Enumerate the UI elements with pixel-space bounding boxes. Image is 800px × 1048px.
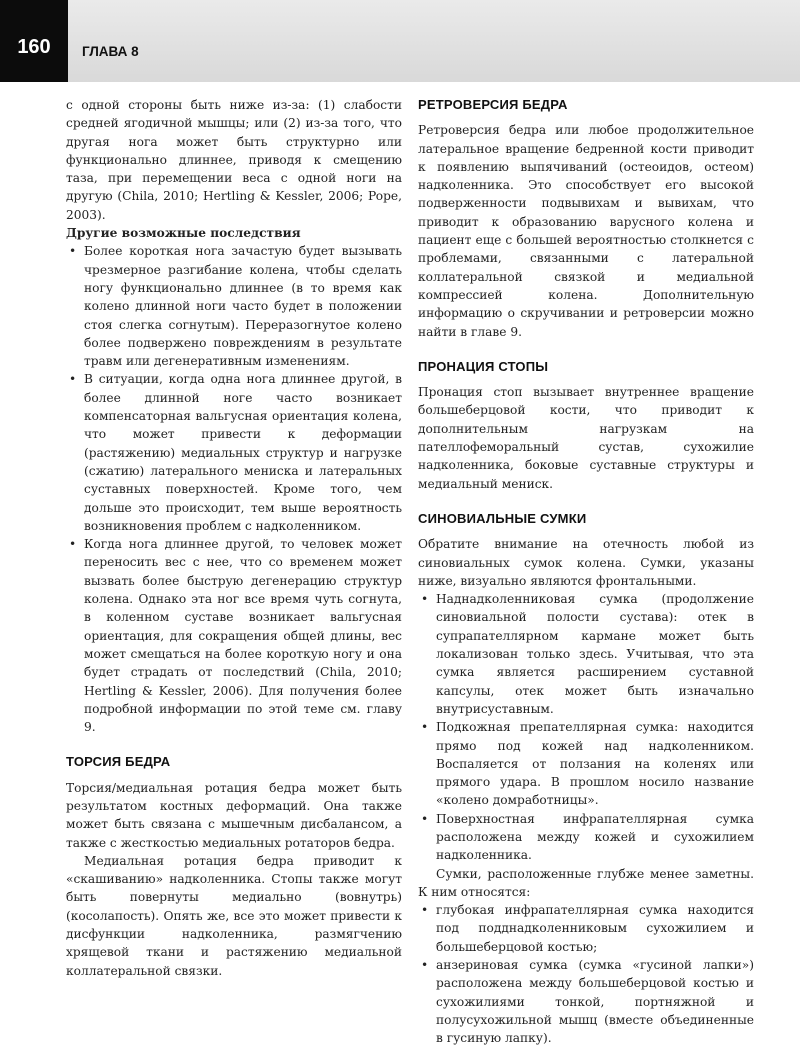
retroversion-heading: РЕТРОВЕРСИЯ БЕДРА xyxy=(418,97,568,112)
list-item: • Поверхностная инфрапателлярная сумка расположена между кожей и сухожилием надколенника. xyxy=(418,810,754,865)
bursae-paragraph: Обратите внимание на отечность любой из синовиальных сумок колена. Сумки, указаны ниже, визуально являются фронтальными. xyxy=(418,537,754,588)
bursae-heading: СИНОВИАЛЬНЫЕ СУМКИ xyxy=(418,510,587,526)
other-consequences-subheading: Другие возможные последствия xyxy=(66,226,301,241)
torsion-heading: ТОРСИЯ БЕДРА xyxy=(66,754,171,770)
deep-bursae-list xyxy=(418,901,754,1047)
list-item: • глубокая инфрапателлярная сумка находится под подднадколенниковым сухожилием и большеберцовой костью; xyxy=(418,901,754,956)
right-column xyxy=(418,96,754,1048)
bursae-list xyxy=(418,590,754,864)
list-item: • анзериновая сумка (сумка «гусиной лапки») расположена между большеберцовой костью и сухожилиями тонкой, портняжной и полусухожильной мышц (вместе объединенные в гусиную лапку). xyxy=(418,956,754,1047)
page-number: 160 xyxy=(0,0,68,82)
pronation-paragraph: Пронация стоп вызывает внутреннее вращение большеберцовой кости, что приводит к дополнительным нагрузкам на пателлофеморальный сустав, сухожилие надколенника, боковые суставные структуры и медиальный мениск. xyxy=(418,385,754,491)
left-column xyxy=(66,96,402,980)
deep-bursae-paragraph: Сумки, расположенные глубже менее заметны. К ним относятся: xyxy=(418,866,754,899)
intro-paragraph: с одной стороны быть ниже из-за: (1) слабости средней ягодичной мышцы; или (2) из-за того, что другая нога может быть структурно или функционально длиннее, приводя к смещению таза, при перемещении веса с одной ноги на другую (Chila, 2010; Hertling & Kessler, 2006; Pope, 2003). xyxy=(66,98,402,222)
torsion-paragraph-2: Медиальная ротация бедра приводит к «скашиванию» надколенника. Стопы также могут быть повернуты медиально (вовнутрь) (косолапость). Опять же, все это может привести к дисфункции надколенника, размягчению хрящевой ткани и растяжению медиальной коллатеральной связки. xyxy=(66,853,402,978)
list-item: • Подкожная препателлярная сумка: находится прямо под кожей над надколенником. Воспаляется от ползания на коленях или прямого удара. В прошлом носило название «колено домработницы». xyxy=(418,718,754,809)
list-item: • В ситуации, когда одна нога длиннее другой, в более длинной ноге часто возникает компенсаторная вальгусная ориентация колена, что может привести к деформации (растяжению) медиальных структур и нагрузке (сжатию) латерального мениска и латеральных суставных поверхностей. Кроме того, чем дольше это происходит, тем выше вероятность возникновения проблем с надколенником. xyxy=(66,370,402,535)
chapter-title: ГЛАВА 8 xyxy=(82,44,139,59)
retroversion-paragraph: Ретроверсия бедра или любое продолжительное латеральное вращение бедренной кости приводит к появлению выпячиваний (остеоидов, остеом) надколенника. Это способствует его высокой подверженности подвывихам и вывихам, что приводит к образованию варусного колена и пациент еще с большей вероятностью столкнется с проблемами, связанными с латеральной коллатеральной связкой и медиальной компрессией колена. Дополнительную информацию о скручивании и ретроверсии можно найти в главе 9. xyxy=(418,123,754,339)
list-item: • Более короткая нога зачастую будет вызывать чрезмерное разгибание колена, чтобы сделать ногу функционально длиннее (в то время как колено длинной ноги часто будет в положении стоя слегка согнутым). Переразогнутое колено более подвержено повреждениям в результате травм или дегенеративным изменениям. xyxy=(66,242,402,370)
list-item: • Наднадколенниковая сумка (продолжение синовиальной полости сустава): отек в супрапателлярном кармане может быть локализован только здесь. Учитывая, что эта сумка является расширением суставной капсулы, отек может быть изначально внутрисуставным. xyxy=(418,590,754,718)
page-header xyxy=(0,0,800,82)
torsion-paragraph-1: Торсия/медиальная ротация бедра может быть результатом костных деформаций. Она также может быть связана с мышечным дисбалансом, а также с жесткостью медиальных ротаторов бедра. xyxy=(66,780,402,850)
pronation-heading: ПРОНАЦИЯ СТОПЫ xyxy=(418,358,549,374)
list-item: • Когда нога длиннее другой, то человек может переносить вес с нее, что со временем может вызвать более быструю дегенерацию структур колена. Однако эта ног все время чуть согнута, в коленном суставе возникает вальгусная ориентация, для сокращения общей длины, вес может смещаться на более короткую ногу и она будет страдать от последствий (Chila, 2010; Hertling & Kessler, 2006). Для получения более подробной информации по этой теме см. главу 9. xyxy=(66,535,402,736)
consequences-list xyxy=(66,242,402,736)
